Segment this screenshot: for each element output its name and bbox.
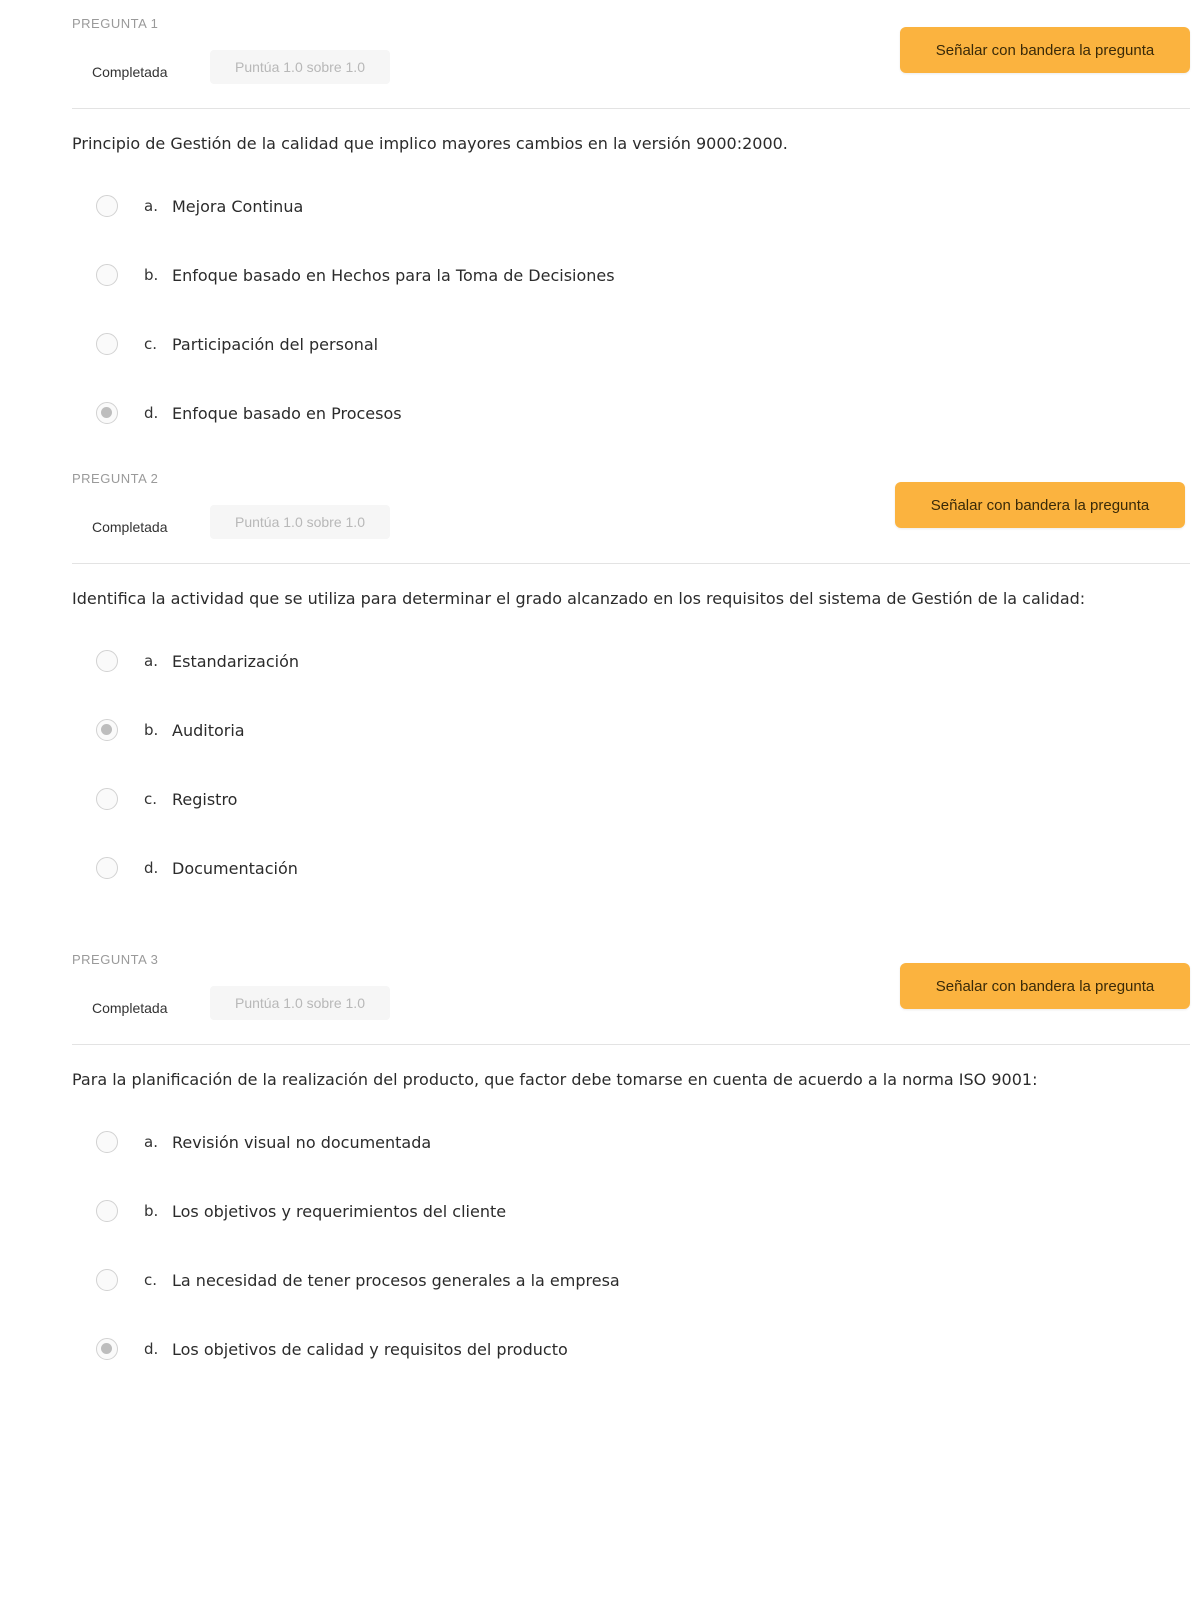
divider <box>72 108 1190 109</box>
radio-button[interactable] <box>96 1131 118 1153</box>
question-text: Para la planificación de la realización del producto, que factor debe tomarse en cuenta de acuerdo a la norma ISO 9001: <box>72 1070 1038 1089</box>
radio-button[interactable] <box>96 333 118 355</box>
radio-button[interactable] <box>96 195 118 217</box>
question-grade: Puntúa 1.0 sobre 1.0 <box>210 505 390 539</box>
radio-button[interactable] <box>96 650 118 672</box>
question-number: PREGUNTA 3 <box>72 952 159 967</box>
option-text: Los objetivos y requerimientos del cliente <box>172 1201 507 1221</box>
radio-button[interactable] <box>96 857 118 879</box>
answer-option-d[interactable] <box>96 399 402 427</box>
answer-option-d[interactable] <box>96 854 298 882</box>
option-letter: d. <box>144 859 159 877</box>
question-1 <box>0 16 1200 456</box>
option-letter: a. <box>144 652 158 670</box>
flag-question-button[interactable]: Señalar con bandera la pregunta <box>900 963 1190 1009</box>
option-text: Estandarización <box>172 651 300 671</box>
option-text: Documentación <box>172 858 298 878</box>
option-text: Registro <box>172 789 238 809</box>
option-letter: d. <box>144 1340 159 1358</box>
option-text: La necesidad de tener procesos generales a la empresa <box>172 1270 620 1290</box>
divider <box>72 1044 1190 1045</box>
option-letter: b. <box>144 1202 159 1220</box>
option-text: Revisión visual no documentada <box>172 1132 432 1152</box>
radio-button[interactable] <box>96 264 118 286</box>
question-status: Completada <box>92 1000 168 1016</box>
option-text: Los objetivos de calidad y requisitos del producto <box>172 1339 568 1359</box>
option-letter: b. <box>144 266 159 284</box>
question-grade: Puntúa 1.0 sobre 1.0 <box>210 50 390 84</box>
answer-option-a[interactable] <box>96 192 303 220</box>
radio-button[interactable] <box>96 788 118 810</box>
option-letter: c. <box>144 1271 158 1289</box>
answer-option-d[interactable] <box>96 1335 568 1363</box>
option-text: Auditoria <box>172 720 245 740</box>
answer-option-c[interactable] <box>96 1266 620 1294</box>
option-letter: d. <box>144 404 159 422</box>
answer-option-a[interactable] <box>96 647 299 675</box>
question-status: Completada <box>92 64 168 80</box>
answer-option-b[interactable] <box>96 1197 506 1225</box>
option-letter: c. <box>144 335 158 353</box>
answer-option-b[interactable] <box>96 716 245 744</box>
radio-button[interactable] <box>96 1200 118 1222</box>
flag-question-button[interactable]: Señalar con bandera la pregunta <box>895 482 1185 528</box>
flag-question-button[interactable]: Señalar con bandera la pregunta <box>900 27 1190 73</box>
option-letter: c. <box>144 790 158 808</box>
option-text: Enfoque basado en Procesos <box>172 403 402 423</box>
answer-option-b[interactable] <box>96 261 615 289</box>
question-grade: Puntúa 1.0 sobre 1.0 <box>210 986 390 1020</box>
question-text: Identifica la actividad que se utiliza para determinar el grado alcanzado en los requisitos del sistema de Gestión de la calidad: <box>72 589 1086 608</box>
answer-option-c[interactable] <box>96 785 237 813</box>
answer-option-c[interactable] <box>96 330 378 358</box>
answer-option-a[interactable] <box>96 1128 431 1156</box>
option-letter: a. <box>144 1133 158 1151</box>
question-2 <box>0 471 1200 911</box>
option-letter: a. <box>144 197 158 215</box>
option-text: Participación del personal <box>172 334 379 354</box>
option-text: Enfoque basado en Hechos para la Toma de Decisiones <box>172 265 615 285</box>
radio-button[interactable] <box>96 402 118 424</box>
divider <box>72 563 1190 564</box>
radio-button[interactable] <box>96 1338 118 1360</box>
radio-button[interactable] <box>96 1269 118 1291</box>
option-text: Mejora Continua <box>172 196 304 216</box>
question-number: PREGUNTA 1 <box>72 16 159 31</box>
radio-button[interactable] <box>96 719 118 741</box>
option-letter: b. <box>144 721 159 739</box>
question-text: Principio de Gestión de la calidad que implico mayores cambios en la versión 9000:2000. <box>72 134 788 153</box>
question-number: PREGUNTA 2 <box>72 471 159 486</box>
question-3 <box>0 952 1200 1392</box>
question-status: Completada <box>92 519 168 535</box>
